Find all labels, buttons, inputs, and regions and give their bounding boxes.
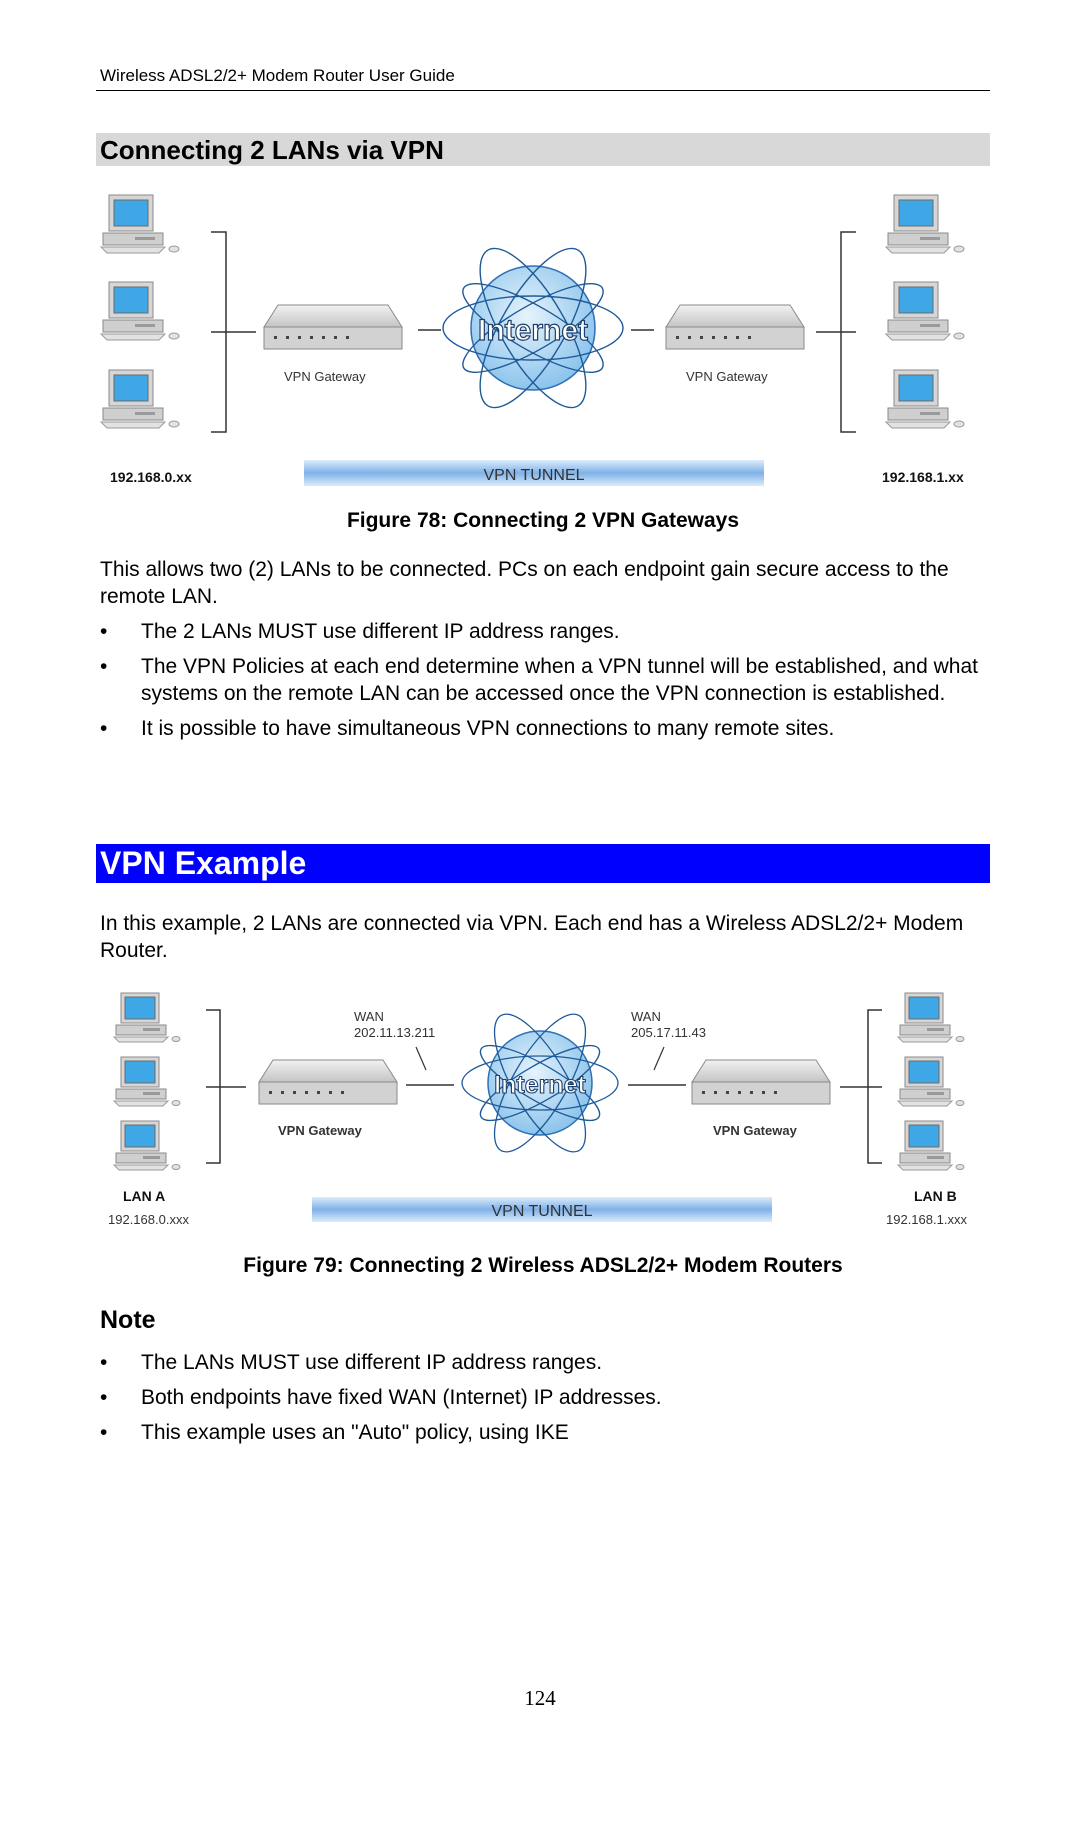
figure-caption: Figure 78: Connecting 2 VPN Gateways [346, 509, 740, 532]
wan-pointer-right [654, 1047, 664, 1070]
lan-bracket-left [206, 1010, 246, 1163]
bullet-list [100, 1349, 990, 1454]
computer-icon [898, 993, 964, 1042]
router-icon [692, 1060, 830, 1104]
list-item: • It is possible to have simultaneous VPN connections to many remote sites. [100, 717, 835, 740]
internet-label: Internet [477, 314, 589, 347]
section-heading: Connecting 2 LANs via VPN [100, 135, 444, 165]
computer-icon [101, 282, 179, 340]
computer-icon [886, 195, 964, 253]
list-item: • Both endpoints have fixed WAN (Internet) IP addresses. [100, 1386, 662, 1409]
tunnel-label: VPN TUNNEL [483, 467, 585, 484]
bullet-icon: • [100, 1386, 108, 1409]
computer-icon [114, 1121, 180, 1170]
wan-label-left: WAN [354, 1009, 384, 1024]
bullet-icon: • [100, 655, 108, 678]
gateway-label-left: VPN Gateway [278, 1123, 362, 1138]
wan-label-right: WAN [631, 1009, 661, 1024]
wan-ip-left: 202.11.13.211 [354, 1025, 436, 1040]
tunnel-label: VPN TUNNEL [491, 1203, 593, 1220]
note-heading: Note [100, 1306, 156, 1334]
paragraph: This allows two (2) LANs to be connected. PCs on each endpoint gain secure access to the remote LAN. [100, 558, 949, 608]
lan-address-left: 192.168.0.xxx [108, 1212, 189, 1227]
running-header: Wireless ADSL2/2+ Modem Router User Guide [100, 66, 455, 85]
computer-icon [886, 370, 964, 428]
router-icon [264, 305, 402, 349]
figure-caption: Figure 79: Connecting 2 Wireless ADSL2/2+ Modem Routers [243, 1254, 843, 1277]
internet-label: Internet [494, 1071, 586, 1099]
list-item: • The 2 LANs MUST use different IP address ranges. [100, 620, 620, 643]
internet-globe-icon [443, 234, 623, 422]
bullet-icon: • [100, 717, 108, 740]
internet-globe-icon [462, 1002, 618, 1164]
bullet-icon: • [100, 1421, 108, 1444]
list-item: • The VPN Policies at each end determine when a VPN tunnel will be established, and what systems on the remote LAN can be accessed once the VPN connection is established. [100, 655, 978, 705]
page-number: 124 [524, 1686, 556, 1710]
computer-icon [114, 1057, 180, 1106]
router-icon [259, 1060, 397, 1104]
computer-icon [898, 1121, 964, 1170]
computer-icon [898, 1057, 964, 1106]
gateway-label-left: VPN Gateway [284, 369, 366, 384]
modem-routers-diagram [96, 985, 990, 1235]
bullet-icon: • [100, 1351, 108, 1374]
lan-bracket-right [840, 1010, 882, 1163]
gateway-label-right: VPN Gateway [713, 1123, 797, 1138]
paragraph: In this example, 2 LANs are connected via VPN. Each end has a Wireless ADSL2/2+ Modem Router. [100, 912, 964, 962]
lan-bracket-left [211, 232, 256, 432]
computer-icon [114, 993, 180, 1042]
list-item: • The LANs MUST use different IP address ranges. [100, 1351, 603, 1374]
vpn-gateways-diagram [96, 190, 990, 490]
lan-address-right: 192.168.1.xxx [886, 1212, 967, 1227]
router-icon [666, 305, 804, 349]
header-rule [96, 90, 990, 91]
wan-pointer-left [416, 1047, 426, 1070]
bullet-list [100, 618, 990, 750]
lan-bracket-right [816, 232, 856, 432]
gateway-label-right: VPN Gateway [686, 369, 768, 384]
computer-icon [101, 195, 179, 253]
computer-icon [886, 282, 964, 340]
list-item: • This example uses an "Auto" policy, using IKE [100, 1421, 569, 1444]
bullet-icon: • [100, 620, 108, 643]
lan-address-right: 192.168.1.xx [882, 469, 964, 485]
computer-icon [101, 370, 179, 428]
lan-address-left: 192.168.0.xx [110, 469, 192, 485]
lan-name-right: LAN B [914, 1188, 957, 1204]
wan-ip-right: 205.17.11.43 [631, 1025, 706, 1040]
chapter-heading: VPN Example [100, 845, 307, 881]
lan-name-left: LAN A [123, 1188, 166, 1204]
